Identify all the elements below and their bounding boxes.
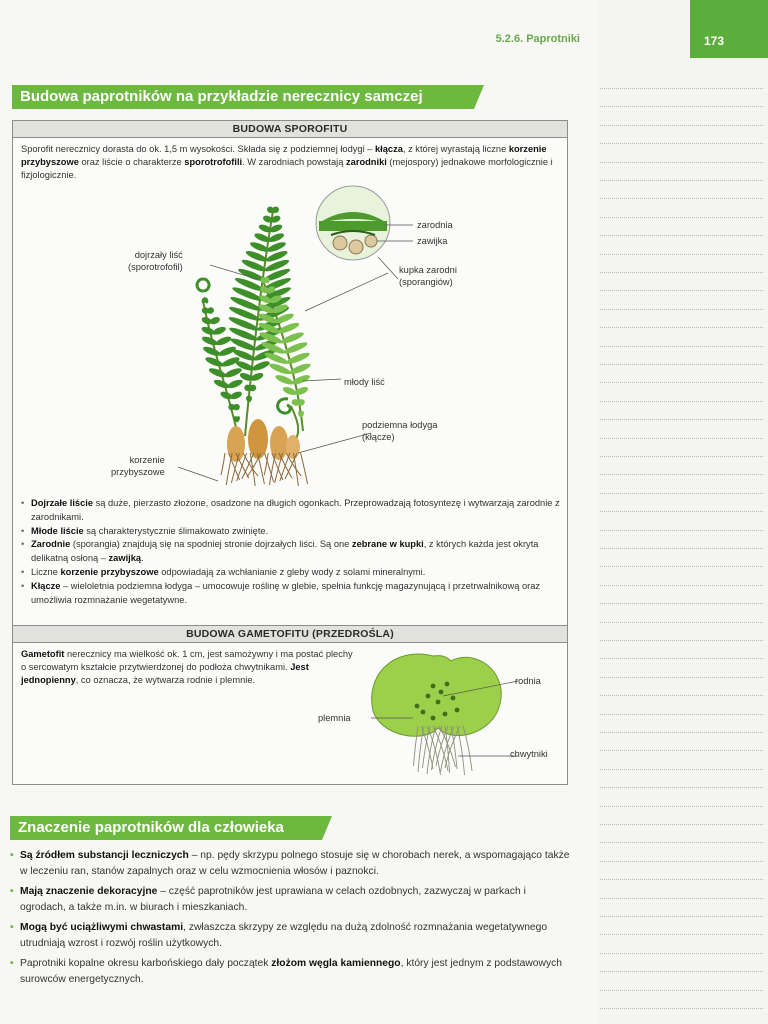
gametophyte-intro-segment: Gametofit (21, 649, 65, 659)
list-item-segment: są duże, pierzasto złożone, osadzone na długich ogonkach. Przeprowadzają fotosyntezę i wytwarzają zarodnie z zarodnikami. (31, 498, 560, 522)
fern-pinna (223, 366, 243, 379)
sporophyte-intro-segment: kłącza (374, 144, 403, 154)
list-item-segment: , który jest jednym z podstawowych surowców energetycznych. (20, 958, 562, 985)
root-strand (250, 453, 255, 486)
list-item (21, 538, 561, 566)
label-roots-line2: przybyszowe (111, 467, 165, 477)
root-strand (301, 453, 308, 484)
label-sorus-line2: (sporangiów) (399, 277, 453, 287)
label-rhizoids: chwytniki (510, 749, 548, 759)
sporophyte-intro (21, 143, 566, 182)
gametangium-dot (426, 694, 431, 699)
list-item-segment: Paprotniki kopalne okresu karbońskiego dały początek (20, 958, 272, 969)
note-line (600, 695, 763, 696)
gametangium-dot (415, 704, 420, 709)
note-line (600, 401, 763, 402)
list-item-segment: (sporangia) znajdują się na spodniej stronie dojrzałych liści. Są one (70, 539, 352, 550)
gametophyte-intro-segment: nerecznicy ma wielkość ok. 1 cm, jest samożywny i ma postać plechy o sercowatym kształcie przytwierdzonej do podłoża chwytnikami. (21, 649, 353, 672)
gametangium-dot (431, 684, 436, 689)
label-mature-leaf-line1: dojrzały liść (134, 250, 183, 260)
label-mature-leaf-line2: (sporotrofofil) (128, 262, 183, 272)
note-line (600, 456, 763, 457)
note-line (600, 162, 763, 163)
note-line (600, 217, 763, 218)
fern-pinna (282, 385, 298, 396)
list-item-segment: Dojrzałe liście (31, 498, 94, 508)
list-item-segment: – wieloletnia podziemna łodyga – umocowuje roślinę w glebie, spełnia funkcję magazynującą i przetrwalnikową oraz umożliwia rozmnażanie wegetatywne. (31, 580, 541, 605)
label-sorus (399, 264, 457, 288)
note-line (600, 235, 763, 236)
note-line (600, 309, 763, 310)
fern-illustration (13, 191, 569, 491)
list-item-segment: Kłącze (31, 580, 61, 591)
section-banner-significance: Znaczenie paprotników dla człowieka (10, 816, 322, 840)
note-line (600, 1008, 763, 1009)
root-strand (293, 453, 298, 486)
fern-pinna (213, 378, 230, 390)
sporophyte-intro-segment: oraz liście o charakterze (78, 157, 185, 167)
note-line (600, 530, 763, 531)
gametangium-dot (455, 708, 460, 713)
section-banner-structure: Budowa paprotników na przykładzie nerecznicy samczej (12, 85, 474, 109)
note-line (600, 419, 763, 420)
label-roots (111, 454, 165, 478)
note-line (600, 290, 763, 291)
note-line (600, 640, 763, 641)
gametophyte-title: BUDOWA GAMETOFITU (PRZEDROŚLA) (13, 626, 567, 643)
list-item-segment: Młode liście (31, 525, 84, 536)
note-line (600, 566, 763, 567)
list-item-segment: zawijką (108, 553, 142, 564)
note-line (600, 787, 763, 788)
list-item-segment: Są źródłem substancji leczniczych (20, 850, 189, 861)
label-rhizome (362, 419, 437, 443)
note-line (600, 879, 763, 880)
sporophyte-intro-segment: (mejospory) jednakowe morfologicznie i fizjologicznie. (21, 157, 553, 180)
gametophyte-box (12, 625, 568, 785)
note-line (600, 272, 763, 273)
note-line (600, 474, 763, 475)
list-item (21, 497, 561, 525)
fern-pinna (226, 378, 243, 390)
label-rhizome-line2: (kłącze) (362, 432, 395, 442)
list-item-segment: są charakterystycznie ślimakowato zwinięte. (83, 525, 269, 536)
gametangium-dot (439, 690, 444, 695)
note-line (600, 861, 763, 862)
note-line (600, 180, 763, 181)
sporophyte-intro-segment: , z której wyrastają liczne (402, 144, 509, 154)
gametangium-dot (421, 710, 426, 715)
fern-pinna (251, 359, 271, 372)
note-line (600, 842, 763, 843)
note-line (600, 658, 763, 659)
gametangium-dot (436, 700, 441, 705)
sorus-magnification (316, 186, 398, 279)
page-number: 173 (690, 0, 768, 58)
note-line (600, 106, 763, 107)
label-rhizome-line1: podziemna łodyga (362, 420, 438, 430)
sporophyte-bullets (21, 497, 561, 607)
fern-pinna (215, 335, 233, 347)
note-line (600, 934, 763, 935)
note-line (600, 916, 763, 917)
label-sporangium: zarodnia (417, 220, 453, 230)
list-item-segment: złożom węgla kamiennego (271, 958, 401, 969)
list-item-segment: korzenie przybyszowe (60, 566, 159, 577)
label-antheridia: plemnia (318, 713, 351, 723)
list-item (21, 580, 561, 608)
note-line (600, 806, 763, 807)
note-line (600, 364, 763, 365)
gametophyte-intro-segment: , co oznacza, że wytwarza rodnie i plemnie. (75, 675, 256, 685)
significance-list (10, 848, 570, 992)
note-line (600, 953, 763, 954)
label-sorus-line1: kupka zarodni (399, 265, 457, 275)
fern-pinna (232, 403, 241, 411)
prothallus-illustration (13, 626, 569, 786)
label-young-leaf: młody liść (344, 377, 385, 387)
gametangium-dot (451, 696, 456, 701)
fern-pinna (274, 373, 294, 386)
fern-pinna (212, 325, 227, 336)
note-line (600, 990, 763, 991)
sporophyte-intro-segment: Sporofit nerecznicy dorasta do ok. 1,5 m wysokości. Składa się z podziemnej łodygi – (21, 144, 375, 154)
gametangium-dot (445, 682, 450, 687)
note-line (600, 382, 763, 383)
note-line (600, 143, 763, 144)
label-archegonia: rodnia (515, 676, 541, 686)
list-item-segment: Mogą być uciążliwymi chwastami (20, 922, 184, 933)
note-line (600, 88, 763, 89)
note-line (600, 622, 763, 623)
label-mature-leaf (128, 249, 183, 273)
note-line (600, 254, 763, 255)
note-line (600, 677, 763, 678)
note-line (600, 769, 763, 770)
running-head: 5.2.6. Paprotniki (495, 33, 580, 45)
list-item (10, 848, 570, 880)
note-line (600, 732, 763, 733)
label-roots-line1: korzenie (129, 455, 165, 465)
note-line (600, 327, 763, 328)
fern-pinna (229, 390, 243, 401)
list-item (21, 566, 561, 580)
note-line (600, 198, 763, 199)
sporophyte-title: BUDOWA SPOROFITU (13, 121, 567, 138)
note-line (600, 585, 763, 586)
list-item-segment: – część paprotników jest uprawiana w celach ozdobnych, zazwyczaj w parkach i ogrodach, a także m.in. w biurach i mieszkaniach. (20, 886, 526, 913)
fern-plant (197, 206, 312, 486)
note-line (600, 824, 763, 825)
list-item-segment: zebrane w kupki (351, 539, 424, 550)
sporophyte-intro-segment: zarodniki (346, 157, 387, 167)
note-line (600, 714, 763, 715)
note-line (600, 971, 763, 972)
list-item (10, 920, 570, 952)
list-item-segment: Zarodnie (31, 539, 71, 550)
note-line (600, 511, 763, 512)
note-line (600, 750, 763, 751)
list-item-segment: Liczne (31, 566, 61, 577)
note-line (600, 438, 763, 439)
list-item (10, 956, 570, 988)
note-line (600, 346, 763, 347)
gametangium-dot (431, 716, 436, 721)
sporophyte-intro-segment: . W zarodniach powstają (242, 157, 347, 167)
fern-pinna (201, 335, 219, 347)
list-item (21, 525, 561, 539)
note-line (600, 898, 763, 899)
gametophyte-intro-segment: Jest jednopienny (21, 662, 309, 685)
fern-pinna (202, 345, 221, 358)
sporophyte-box (12, 120, 568, 626)
fern-pinna (209, 316, 221, 326)
fern-pinna (204, 355, 224, 368)
fern-pinna (208, 366, 228, 379)
note-line (600, 603, 763, 604)
note-line (600, 125, 763, 126)
sporophyte-intro-segment: sporotrofofili (184, 157, 243, 167)
list-item-segment: Mają znaczenie dekoracyjne (20, 886, 158, 897)
list-item-segment: – np. pędy skrzypu polnego stosuje się w chorobach nerek, a wspomagająco także w leczeniu ran, stanów zapalnych oraz w celu wzmocnienia włosów i paznokci. (20, 850, 570, 877)
list-item-segment: , zwłaszcza skrzypy ze względu na dużą zdolność rozmnażania wegetatywnego utrudniają wzrost i rozwój roślin użytkowych. (20, 922, 548, 949)
list-item-segment: odpowiadają za wchłanianie z gleby wody z solami mineralnymi. (158, 566, 426, 577)
label-indusium: zawijka (417, 236, 448, 246)
list-item-segment: . (141, 553, 144, 564)
list-item (10, 884, 570, 916)
root-strand (221, 453, 225, 475)
root-strand (269, 453, 275, 485)
fern-pinna (206, 306, 215, 315)
note-line (600, 548, 763, 549)
gametangium-dot (443, 712, 448, 717)
note-line (600, 493, 763, 494)
sporophyte-intro-segment: korzenie przybyszowe (21, 144, 547, 167)
list-item-segment: , z których każda jest okryta delikatną osłoną – (31, 539, 539, 564)
root-strand (226, 453, 232, 485)
